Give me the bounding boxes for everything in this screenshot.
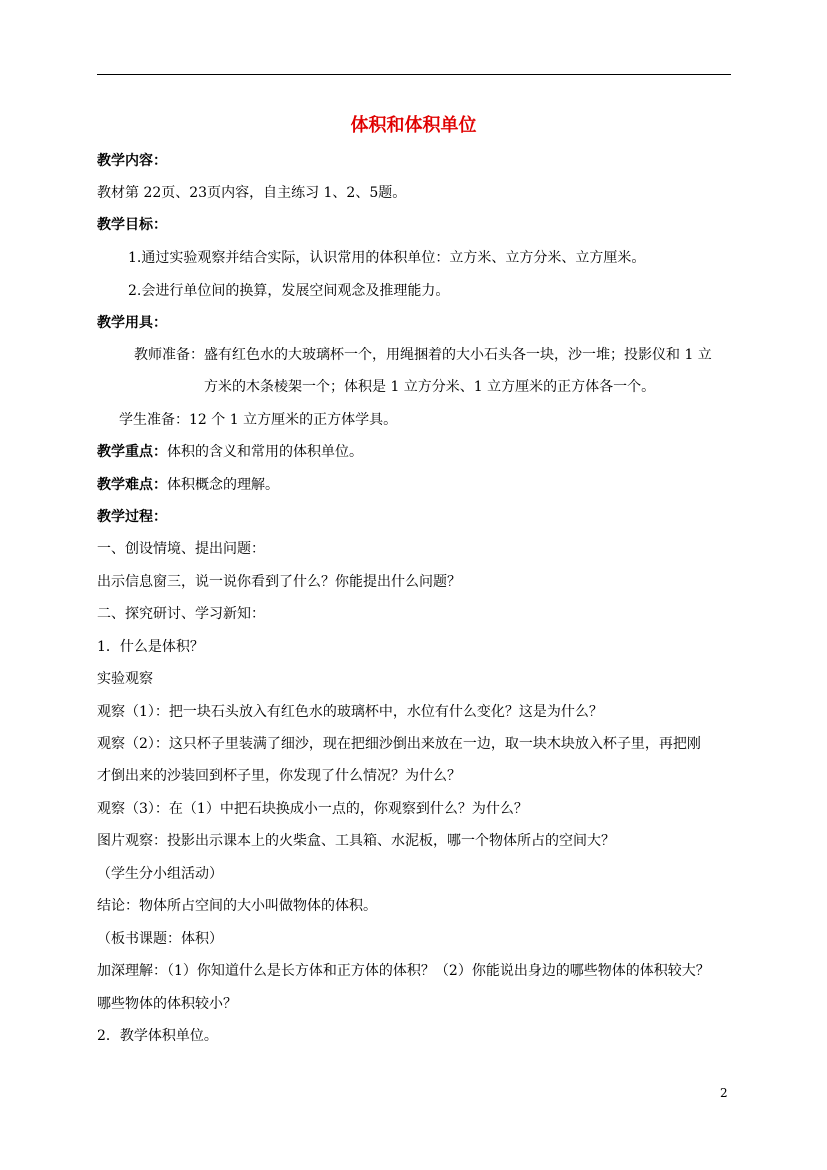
process-line: 2．教学体积单位。 [97,1028,218,1044]
content-heading: 教学内容： [97,153,167,169]
page-number: 2 [720,1086,728,1100]
goal-item-2: 2.会进行单位间的换算，发展空间观念及推理能力。 [128,283,450,299]
goal-item-1: 1.通过实验观察并结合实际，认识常用的体积单位：立方米、立方分米、立方厘米。 [128,250,646,266]
process-heading: 教学过程： [97,509,167,525]
goal-heading: 教学目标： [97,217,167,233]
difficulty-text: 体积概念的理解。 [167,477,279,493]
process-line: 才倒出来的沙装回到杯子里，你发现了什么情况？为什么？ [97,768,461,784]
student-prep: 学生准备：12 个 1 立方厘米的正方体学具。 [119,412,398,428]
key-point-text: 体积的含义和常用的体积单位。 [167,444,363,460]
process-line: 观察（2）：这只杯子里装满了细沙，现在把细沙倒出来放在一边，取一块木块放入杯子里，再把刚 [97,736,701,752]
process-line: 二、探究研讨、学习新知： [97,606,265,622]
teacher-prep-line-2: 方米的木条棱架一个；体积是 1 立方分米、1 立方厘米的正方体各一个。 [204,379,656,395]
process-line: 结论：物体所占空间的大小叫做物体的体积。 [97,898,377,914]
difficulty-point [97,476,279,494]
process-line: 图片观察：投影出示课本上的火柴盒、工具箱、水泥板，哪一个物体所占的空间大？ [97,833,615,849]
process-line: 加深理解：（1）你知道什么是长方体和正方体的体积？（2）你能说出身边的哪些物体的体积较大？ [97,963,710,979]
process-line: 观察（1）：把一块石头放入有红色水的玻璃杯中，水位有什么变化？这是为什么？ [97,704,603,720]
content-text: 教材第 22页、23页内容，自主练习 1、2、5题。 [97,185,407,201]
process-line: （板书课题：体积） [97,931,223,947]
tools-heading: 教学用具： [97,315,167,331]
teacher-prep-line-1: 教师准备：盛有红色水的大玻璃杯一个，用绳捆着的大小石头各一块，沙一堆；投影仪和 1 立 [134,347,712,363]
difficulty-label: 教学难点： [97,477,167,493]
process-line: 一、创设情境、提出问题： [97,541,265,557]
header-rule [97,74,731,75]
process-line: 实验观察 [97,671,153,687]
process-line: 出示信息窗三，说一说你看到了什么？你能提出什么问题？ [97,574,461,590]
process-line: 观察（3）：在（1）中把石块换成小一点的，你观察到什么？为什么？ [97,801,528,817]
key-point-label: 教学重点： [97,444,167,460]
page-title: 体积和体积单位 [350,115,477,136]
process-line: 1．什么是体积？ [97,639,204,655]
process-line: 哪些物体的体积较小？ [97,996,237,1012]
key-point [97,443,363,461]
process-line: （学生分小组活动） [97,866,223,882]
